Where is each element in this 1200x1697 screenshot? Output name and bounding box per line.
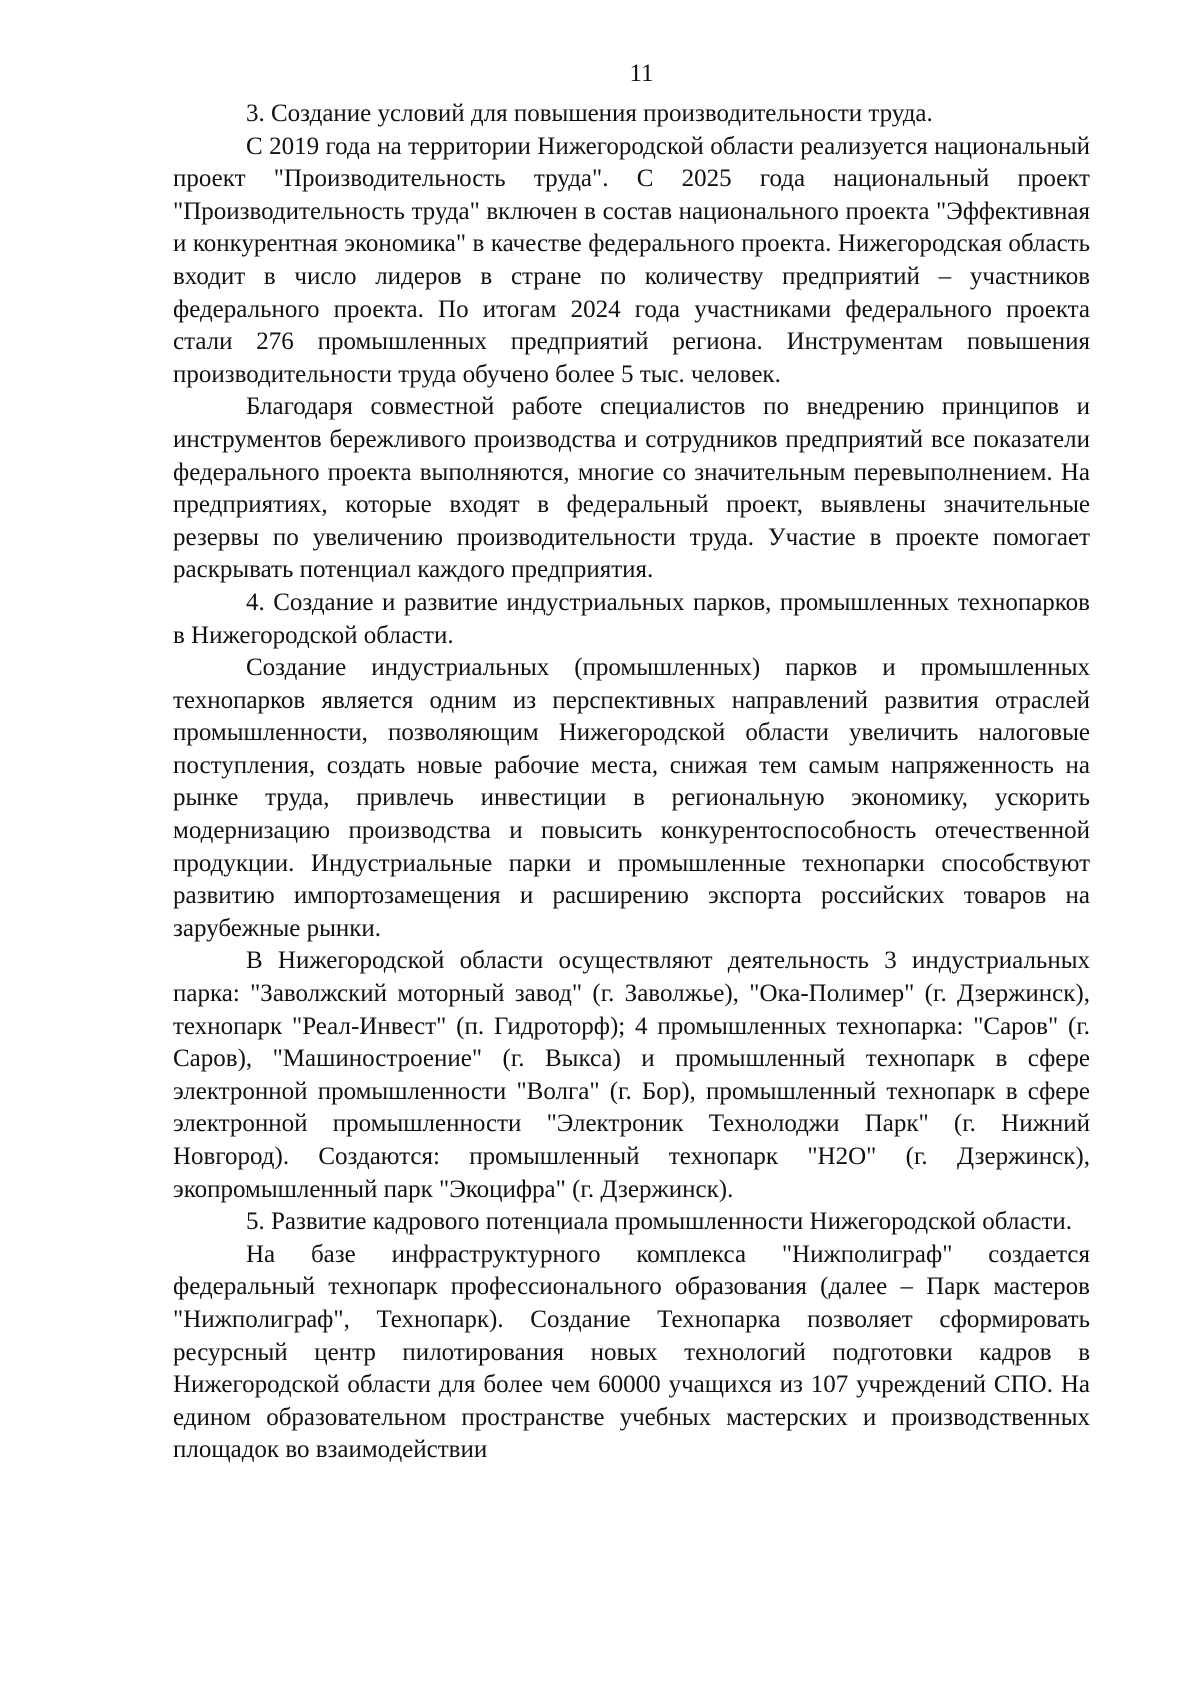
section-heading-personnel: 5. Развитие кадрового потенциала промышленности Нижегородской области. — [246, 1208, 1073, 1236]
paragraph-nizhpoligraf-technopark: На базе инфраструктурного комплекса "Нижполиграф" создается федеральный технопарк профессионального образования (далее – Парк мастеров "Нижполиграф", Технопарк). Создание Технопарка позволяет сформировать ресурсный центр пилотирования новых технологий подготовки кадров в Нижегородской области для более чем 60000 учащихся из 107 учреждений СПО. На едином образовательном пространстве учебных мастерских и производственных площадок во взаимодействии — [173, 1240, 1090, 1464]
section-heading-labor-productivity: 3. Создание условий для повышения производительности труда. — [246, 100, 933, 127]
paragraph-national-project: С 2019 года на территории Нижегородской области реализуется национальный проект "Производительность труда". С 2025 года национальный проект "Производительность труда" включен в состав национального проекта "Эффективная и конкурентная экономика" в качестве федерального проекта. Нижегородская область входит в число лидеров в стране по количеству предприятий – участников федерального проекта. По итогам 2024 года участниками федерального проекта стали 276 промышленных предприятий региона. Инструментам повышения производительности труда обучено более 5 тыс. человек. — [173, 132, 1090, 388]
paragraph-industrial-parks-benefits: Создание индустриальных (промышленных) парков и промышленных технопарков является одним из перспективных направлений развития отраслей промышленности, позволяющим Нижегородской области увеличить налоговые поступления, создать новые рабочие места, снижая тем самым напряженность на рынке труда, привлечь инвестиции в региональную экономику, ускорить модернизацию производства и повысить конкурентоспособность отечественной продукции. Индустриальные парки и промышленные технопарки способствуют развитию импортозамещения и расширению экспорта российских товаров на зарубежные рынки. — [173, 654, 1090, 942]
paragraph-industrial-parks-list: В Нижегородской области осуществляют деятельность 3 индустриальных парка: "Заволжский моторный завод" (г. Заволжье), "Ока-Полимер" (г. Дзержинск), технопарк "Реал-Инвест" (п. Гидроторф); 4 промышленных технопарка: "Саров" (г. Саров), "Машиностроение" (г. Выкса) и промышленный технопарк в сфере электронной промышленности "Волга" (г. Бор), промышленный технопарк в сфере электронной промышленности "Электроник Технолоджи Парк" (г. Нижний Новгород). Создаются: промышленный технопарк "H2O" (г. Дзержинск), экопромышленный парк "Экоцифра" (г. Дзержинск). — [173, 947, 1090, 1203]
section-heading-industrial-parks: 4. Создание и развитие индустриальных парков, промышленных технопарков в Нижегородской области. — [173, 588, 1090, 649]
page-number: 11 — [629, 60, 654, 87]
paragraph-lean-production: Благодаря совместной работе специалистов по внедрению принципов и инструментов бережливого производства и сотрудников предприятий все показатели федерального проекта выполняются, многие со значительным перевыполнением. На предприятиях, которые входят в федеральный проект, выявлены значительные резервы по увеличению производительности труда. Участие в проекте помогает раскрывать потенциал каждого предприятия. — [173, 393, 1090, 584]
